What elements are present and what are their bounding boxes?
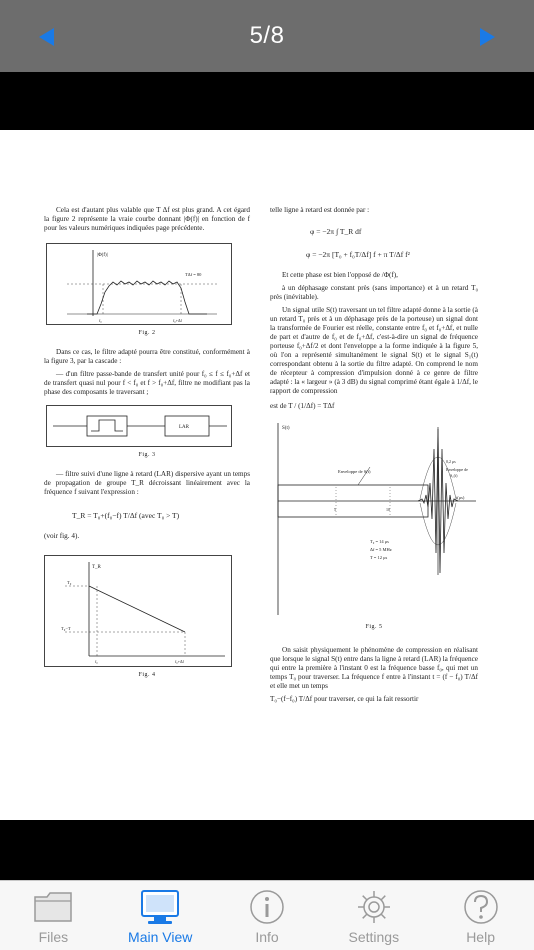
paragraph: T₀−(f−f₀) T/Δf pour traverser, ce qui la fait ressortir (270, 695, 419, 703)
svg-text:f₀: f₀ (95, 659, 98, 664)
paragraph: Cela est d'autant plus valable que T Δf est plus grand. A cet égard la figure 2 représente la vraie courbe donnant |Φ(f)| en fonction de f pour les valeurs numériques indiquées page précédente. (44, 206, 250, 232)
tab-files[interactable] (0, 881, 107, 950)
svg-text:f₀: f₀ (99, 318, 102, 323)
svg-text:f₀+Δf: f₀+Δf (173, 318, 182, 323)
svg-text:LAR: LAR (179, 425, 189, 430)
figure-2-caption: Fig. 2 (138, 330, 156, 336)
page-indicator: 5/8 (249, 22, 285, 49)
tab-info-label: Info (255, 929, 279, 945)
paragraph: — d'un filtre passe-bande de transfert unité pour f₀ ≤ f ≤ f₀+Δf et de transfert quasi nul pour f < f₀ et f > f₀+Δf, filtre ne modifiant pas la phase des composants le traversant ; (44, 370, 250, 396)
figure-5-plot (270, 419, 478, 619)
svg-text:S(t): S(t) (282, 426, 290, 431)
svg-text:5: 5 (334, 507, 336, 512)
previous-page-icon[interactable] (36, 26, 56, 48)
tab-files-label: Files (38, 929, 69, 945)
svg-text:f₀+Δf: f₀+Δf (175, 659, 184, 664)
envelope-label: Enveloppe de S(t) (338, 469, 371, 474)
right-column (270, 206, 478, 708)
svg-text:T₀ = 14 μs: T₀ = 14 μs (370, 539, 389, 544)
tab-main-view-label: Main View (128, 929, 193, 945)
folder-icon (31, 887, 75, 927)
next-page-icon[interactable] (478, 26, 498, 48)
equation-2: φ = −2π [T₀ + f₀T/Δf] f + π T/Δf f² (306, 250, 410, 259)
svg-text:10: 10 (386, 507, 390, 512)
figure-5 (270, 419, 478, 619)
paragraph: telle ligne à retard est donnée par : (270, 206, 370, 214)
left-column (44, 206, 250, 690)
svg-text:Δf = 5 MHz: Δf = 5 MHz (370, 547, 392, 552)
svg-text:S₁(t): S₁(t) (450, 473, 458, 478)
svg-text:T₀: T₀ (67, 580, 72, 585)
figure-4-plot (45, 556, 231, 666)
document-page[interactable] (0, 130, 534, 820)
bottom-margin (0, 820, 534, 880)
tab-settings-label: Settings (348, 929, 400, 945)
figure-4-caption: Fig. 4 (138, 672, 156, 678)
svg-text:|Φ(f)|: |Φ(f)| (97, 253, 108, 258)
tab-info[interactable] (214, 881, 321, 950)
paragraph: Et cette phase est bien l'opposé de /Φ(f), (282, 271, 398, 279)
navigation-bar (0, 0, 534, 72)
formula: T_R = T₀+(f₀−f) T/Δf (avec T₀ > T) (72, 511, 180, 520)
figure-4 (44, 555, 232, 667)
figure-2-plot (47, 244, 231, 324)
paragraph: Dans ce cas, le filtre adapté pourra être constitué, conformément à la figure 3, par la cascade : (44, 348, 250, 365)
paragraph: est de T / (1/Δf) = TΔf (270, 402, 335, 410)
gear-icon (352, 887, 396, 927)
tab-main-view[interactable] (107, 881, 214, 950)
paragraph: — filtre suivi d'une ligne à retard (LAR) dispersive ayant un temps de propagation de groupe T_R décroissant linéairement avec la fréquence f suivant l'expression : (44, 470, 250, 496)
svg-text:TΔf = 80: TΔf = 80 (185, 272, 202, 277)
svg-text:Enveloppe de: Enveloppe de (446, 467, 468, 472)
svg-text:0,2 μs: 0,2 μs (446, 459, 456, 464)
svg-text:T₀−T: T₀−T (61, 626, 71, 631)
info-icon (245, 887, 289, 927)
paragraph: Un signal utile S(t) traversant un tel filtre adapté donne à la sortie (à un retard T₀ près et à un déphasage près de la porteuse) un signal dont la transformée de Fourier est réelle, constante entre f₀ et f₀+Δf, et nulle de part et d'autre de f₀ et de f₀+Δf, c'est-à-dire un signal de fréquence porteuse f₀+Δf/2 et dont l'enveloppe a la forme indiquée à la figure 5, où l'on a représenté simultanément le signal S(t) et le signal S₁(t) correspondant obtenu à la sortie du filtre adapté. On comprend le nom de récepteur à compression d'impulsion donné à ce genre de filtre adapté : la « largeur » (à 3 dB) du signal comprimé étant égale à 1/Δf, le rapport de compression (270, 306, 478, 395)
figure-3 (46, 405, 232, 447)
paragraph: On saisit physiquement le phénomène de compression en réalisant que lorsque le signal S(t) entre dans la ligne à retard (LAR) la fréquence qui entre la première à l'instant 0 est la fréquence basse f₀, qui met un temps T₀ pour traverser. La fréquence f entre à l'instant t = (f − f₀) T/Δf et elle met un temps (270, 646, 478, 690)
figure-3-caption: Fig. 3 (138, 452, 156, 458)
tab-settings[interactable] (320, 881, 427, 950)
figure-3-diagram (47, 406, 231, 446)
svg-text:T = 12 μs: T = 12 μs (370, 555, 388, 560)
svg-text:T_R: T_R (92, 565, 101, 570)
svg-text:t(μs): t(μs) (456, 495, 465, 500)
tab-bar (0, 880, 534, 950)
figure-5-caption: Fig. 5 (365, 624, 383, 630)
figure-2 (46, 243, 232, 325)
monitor-icon (138, 887, 182, 927)
tab-help-label: Help (466, 929, 495, 945)
help-icon (459, 887, 503, 927)
equation-1: φ = −2π ∫ T_R df (310, 227, 362, 236)
paragraph: (voir fig. 4). (44, 532, 80, 540)
paragraph: à un déphasage constant près (sans importance) et à un retard T₀ près (inévitable). (270, 284, 478, 301)
tab-help[interactable] (427, 881, 534, 950)
top-margin (0, 72, 534, 130)
